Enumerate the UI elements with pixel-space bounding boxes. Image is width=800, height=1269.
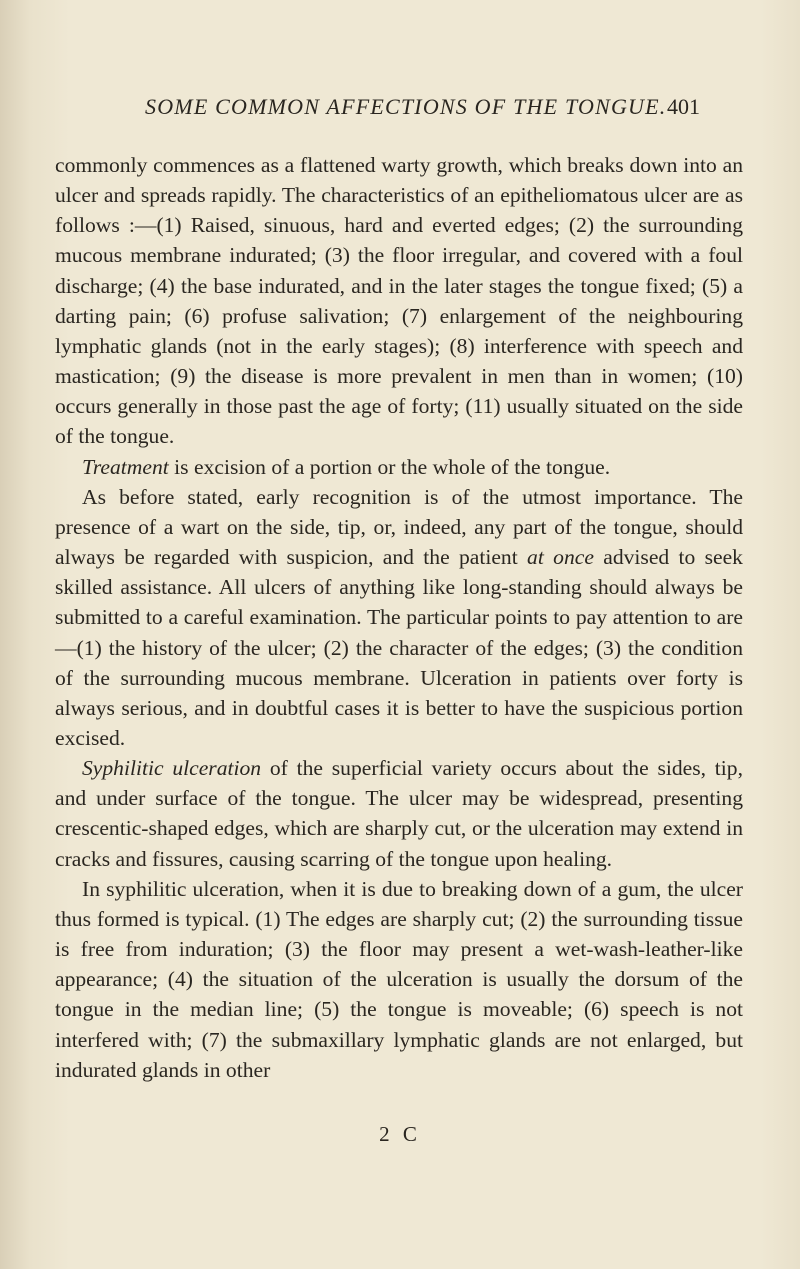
signature-mark: 2 C [379,1122,421,1146]
treatment-heading: Treatment [82,454,169,479]
paragraph-text: In syphilitic ulceration, when it is due to breaking down of a gum, the ulcer thus formed is typical. (1) The edges are sharply cut; (2) the surrounding tissue is free from induration; (3) the floor may present a wet-wash-leather-like appearance; (4) the situation of the ulceration is usually the dorsum of the tongue in the median line; (5) the tongue is moveable; (6) speech is not interfered with; (7) the submaxillary lymphatic glands are not enlarged, but indurated glands in other [55,876,743,1082]
paragraph-syphilitic-gum [55,874,743,1085]
paragraph-epithelioma [55,150,743,452]
paragraph-text: As before stated, early recognition is of the utmost importance. The presence of a wart on the side, tip, or, indeed, any part of the tongue, should always be regarded with suspicion, and the patient [55,484,743,570]
page-number: 401 [667,94,700,119]
body-text [55,150,743,1085]
syphilitic-heading: Syphilitic ulceration [82,756,262,781]
paragraph-text: advised to seek skilled assistance. All ulcers of anything like long-standing should always be submitted to a careful examination. The particular points to pay attention to are—(1) the history of the ulcer; (2) the character of the edges; (3) the condition of the surrounding mucous membrane. Ulceration in patients over forty is always serious, and in doubtful cases it is better to have the suspicious portion excised. [55,545,743,750]
emphasis-at-once: at once [527,545,594,570]
paragraph-syphilitic-superficial [55,753,743,874]
paragraph-text: commonly commences as a flattened warty growth, which breaks down into an ulcer and spreads rapidly. The characteristics of an epitheliomatous ulcer are as follows :—(1) Raised, sinuous, hard and everted edges; (2) the surrounding mucous membrane indurated; (3) the floor irregular, and covered with a foul discharge; (4) the base indurated, and in the later stages the tongue fixed; (5) a darting pain; (6) profuse salivation; (7) enlargement of the neighbouring lymphatic glands (not in the early stages); (8) interference with speech and mastication; (9) the disease is more prevalent in men than in women; (10) occurs generally in those past the age of forty; (11) usually situated on the side of the tongue. [55,153,743,449]
page-header [145,94,700,124]
paragraph-text: of the superficial variety occurs about the sides, tip, and under surface of the tongue. The ulcer may be widespread, presenting crescentic-shaped edges, which are sharply cut, or the ulceration may extend in cracks and fissures, causing scarring of the tongue upon healing. [55,756,743,871]
running-title: SOME COMMON AFFECTIONS OF THE TONGUE. [145,94,667,119]
paragraph-text: is excision of a portion or the whole of the tongue. [168,454,611,479]
paragraph-treatment [55,452,743,482]
paragraph-early-recognition [55,482,743,753]
